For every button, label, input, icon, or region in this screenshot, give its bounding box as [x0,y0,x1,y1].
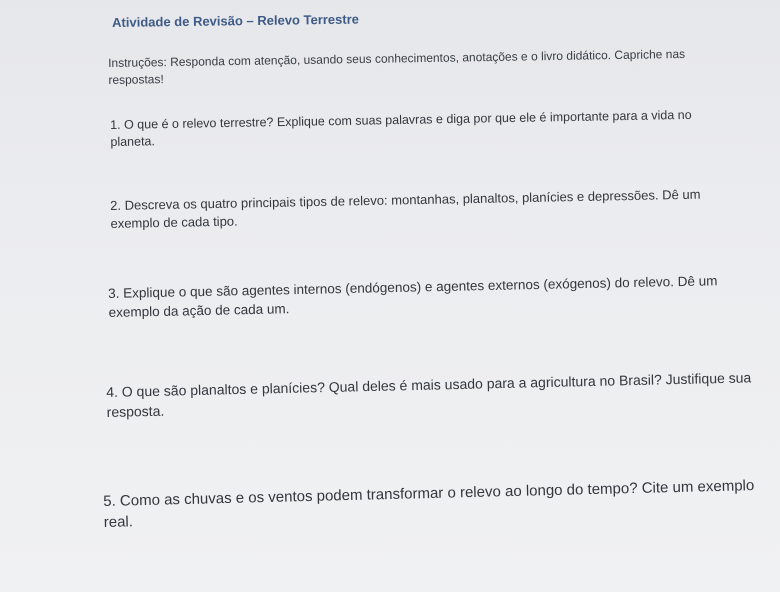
worksheet-title: Atividade de Revisão – Relevo Terrestre [112,11,360,30]
instructions-text: Instruções: Responda com atenção, usando seus conhecimentos, anotações e o livro didático. Capriche nas respostas! [108,46,686,87]
question-4: 4. O que são planaltos e planícies? Qual deles é mais usado para a agricultura no Brasil? Justifique sua resposta. [106,369,752,420]
question-5: 5. Como as chuvas e os ventos podem transformar o relevo ao longo do tempo? Cite um exemplo real. [103,477,755,531]
question-1: 1. O que é o relevo terrestre? Explique com suas palavras e diga por que ele é importante para a vida no planeta. [110,107,692,149]
question-3: 3. Explique o que são agentes internos (endógenos) e agentes externos (exógenos) do relevo. Dê um exemplo da ação de cada um. [108,273,718,320]
question-2: 2. Descreva os quatro principais tipos de relevo: montanhas, planaltos, planícies e depressões. Dê um exemplo de cada tipo. [110,186,701,231]
